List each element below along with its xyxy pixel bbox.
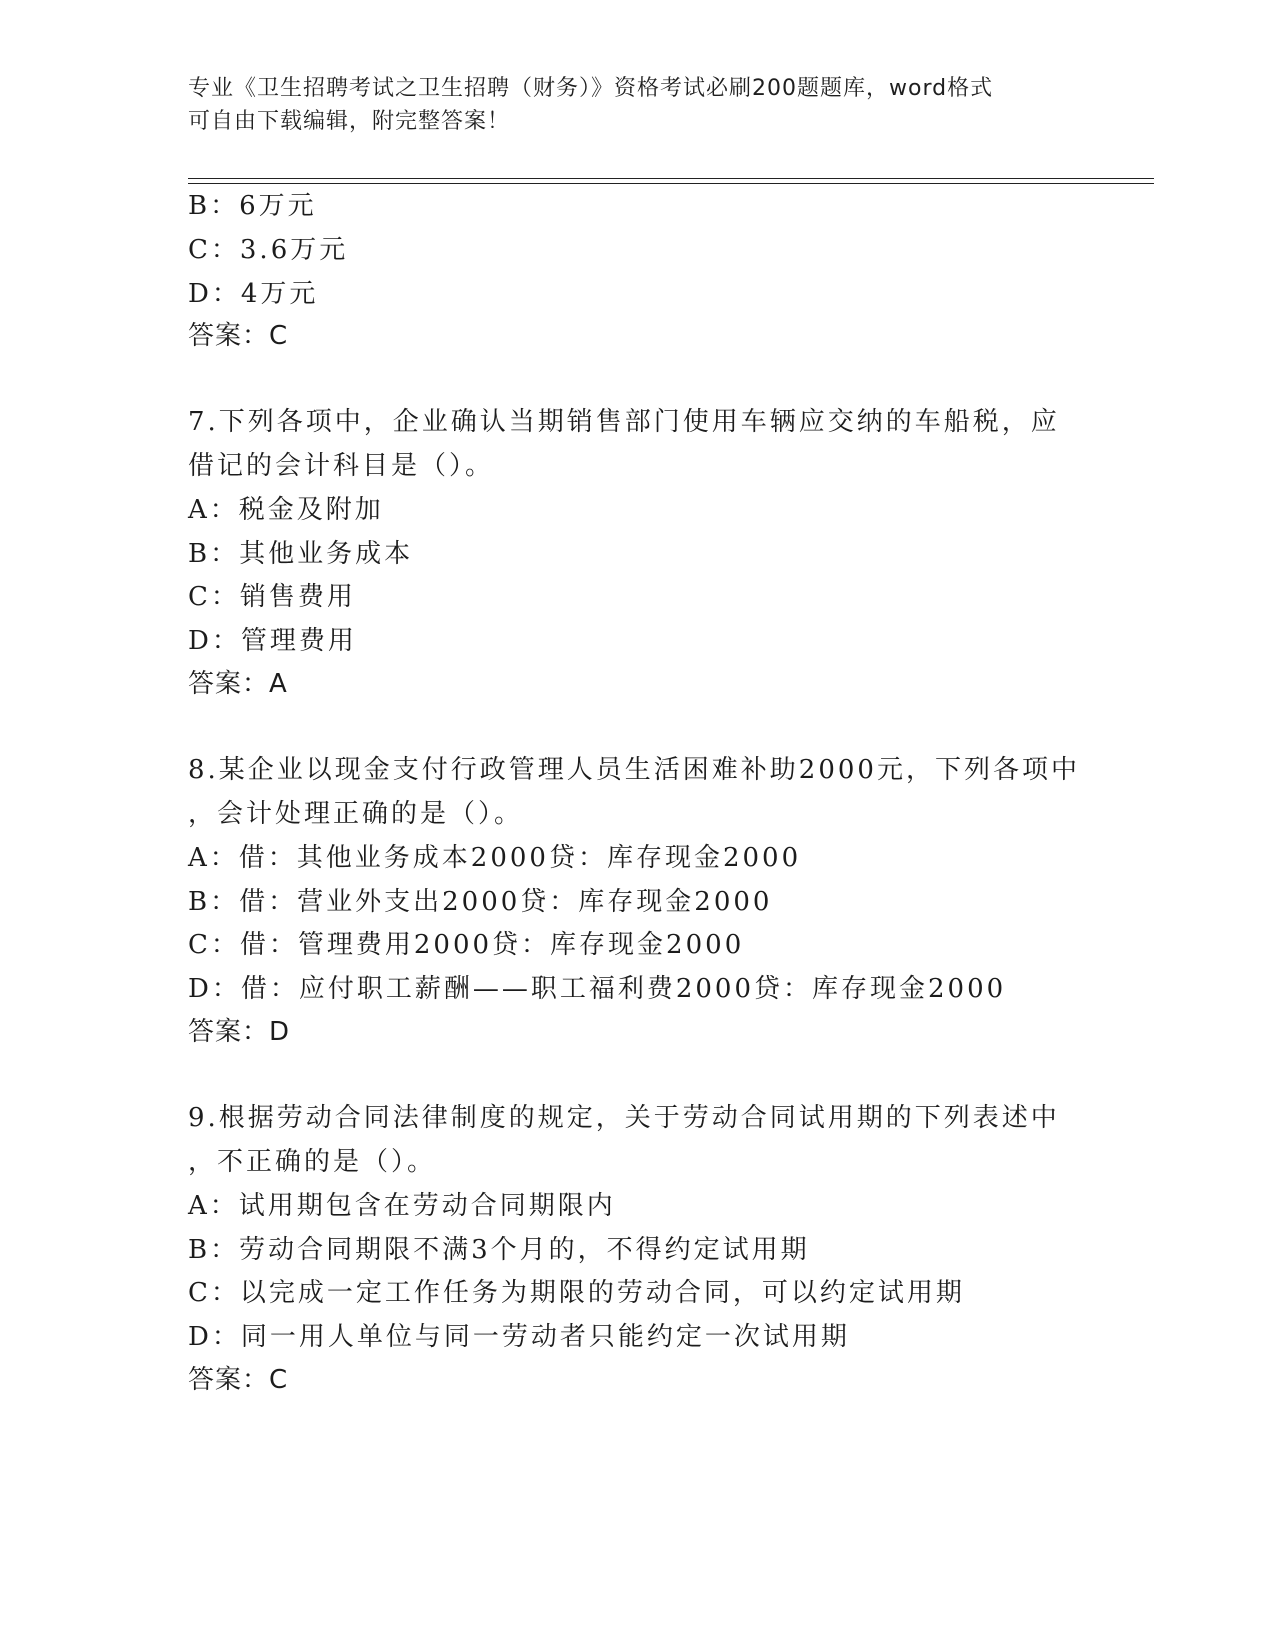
q6-option-d: D：4万元 <box>188 279 319 309</box>
q9-option-d: D：同一用人单位与同一劳动者只能约定一次试用期 <box>188 1322 850 1352</box>
q9-option-b: B：劳动合同期限不满3个月的，不得约定试用期 <box>188 1235 810 1265</box>
q8-option-c: C：借：管理费用2000贷：库存现金2000 <box>188 930 745 960</box>
q7-option-a: A：税金及附加 <box>188 495 384 525</box>
header-divider-top <box>188 178 1154 179</box>
q9-option-a: A：试用期包含在劳动合同期限内 <box>188 1191 616 1221</box>
q8-option-b: B：借：营业外支出2000贷：库存现金2000 <box>188 887 773 917</box>
q8-option-d: D：借：应付职工薪酬——职工福利费2000贷：库存现金2000 <box>188 974 1007 1004</box>
q9-option-c: C：以完成一定工作任务为期限的劳动合同，可以约定试用期 <box>188 1278 965 1308</box>
q9-stem-line-1: 9.根据劳动合同法律制度的规定，关于劳动合同试用期的下列表述中 <box>188 1103 1060 1133</box>
header-title-line-2: 可自由下载编辑，附完整答案！ <box>188 109 511 134</box>
q8-option-a: A：借：其他业务成本2000贷：库存现金2000 <box>188 843 802 873</box>
q7-option-b: B：其他业务成本 <box>188 539 414 569</box>
q8-stem-line-1: 8.某企业以现金支付行政管理人员生活困难补助2000元，下列各项中 <box>188 755 1080 785</box>
q6-option-b: B：6万元 <box>188 191 317 221</box>
q6-option-c: C：3.6万元 <box>188 235 349 265</box>
q7-stem-line-1: 7.下列各项中，企业确认当期销售部门使用车辆应交纳的车船税，应 <box>188 407 1060 437</box>
q7-answer: 答案：A <box>188 669 288 699</box>
q8-answer: 答案：D <box>188 1017 291 1047</box>
q7-option-d: D：管理费用 <box>188 626 357 656</box>
q8-stem-line-2: ，会计处理正确的是（）。 <box>188 799 524 829</box>
q9-stem-line-2: ，不正确的是（）。 <box>188 1147 437 1177</box>
q7-option-c: C：销售费用 <box>188 582 356 612</box>
header-divider-bottom <box>188 183 1154 184</box>
header-title-line-1: 专业《卫生招聘考试之卫生招聘（财务）》资格考试必刷200题题库，word格式 <box>188 76 994 101</box>
q9-answer: 答案：C <box>188 1365 289 1395</box>
q7-stem-line-2: 借记的会计科目是（）。 <box>188 451 495 481</box>
q6-answer: 答案：C <box>188 321 289 351</box>
page-header <box>188 72 1068 138</box>
